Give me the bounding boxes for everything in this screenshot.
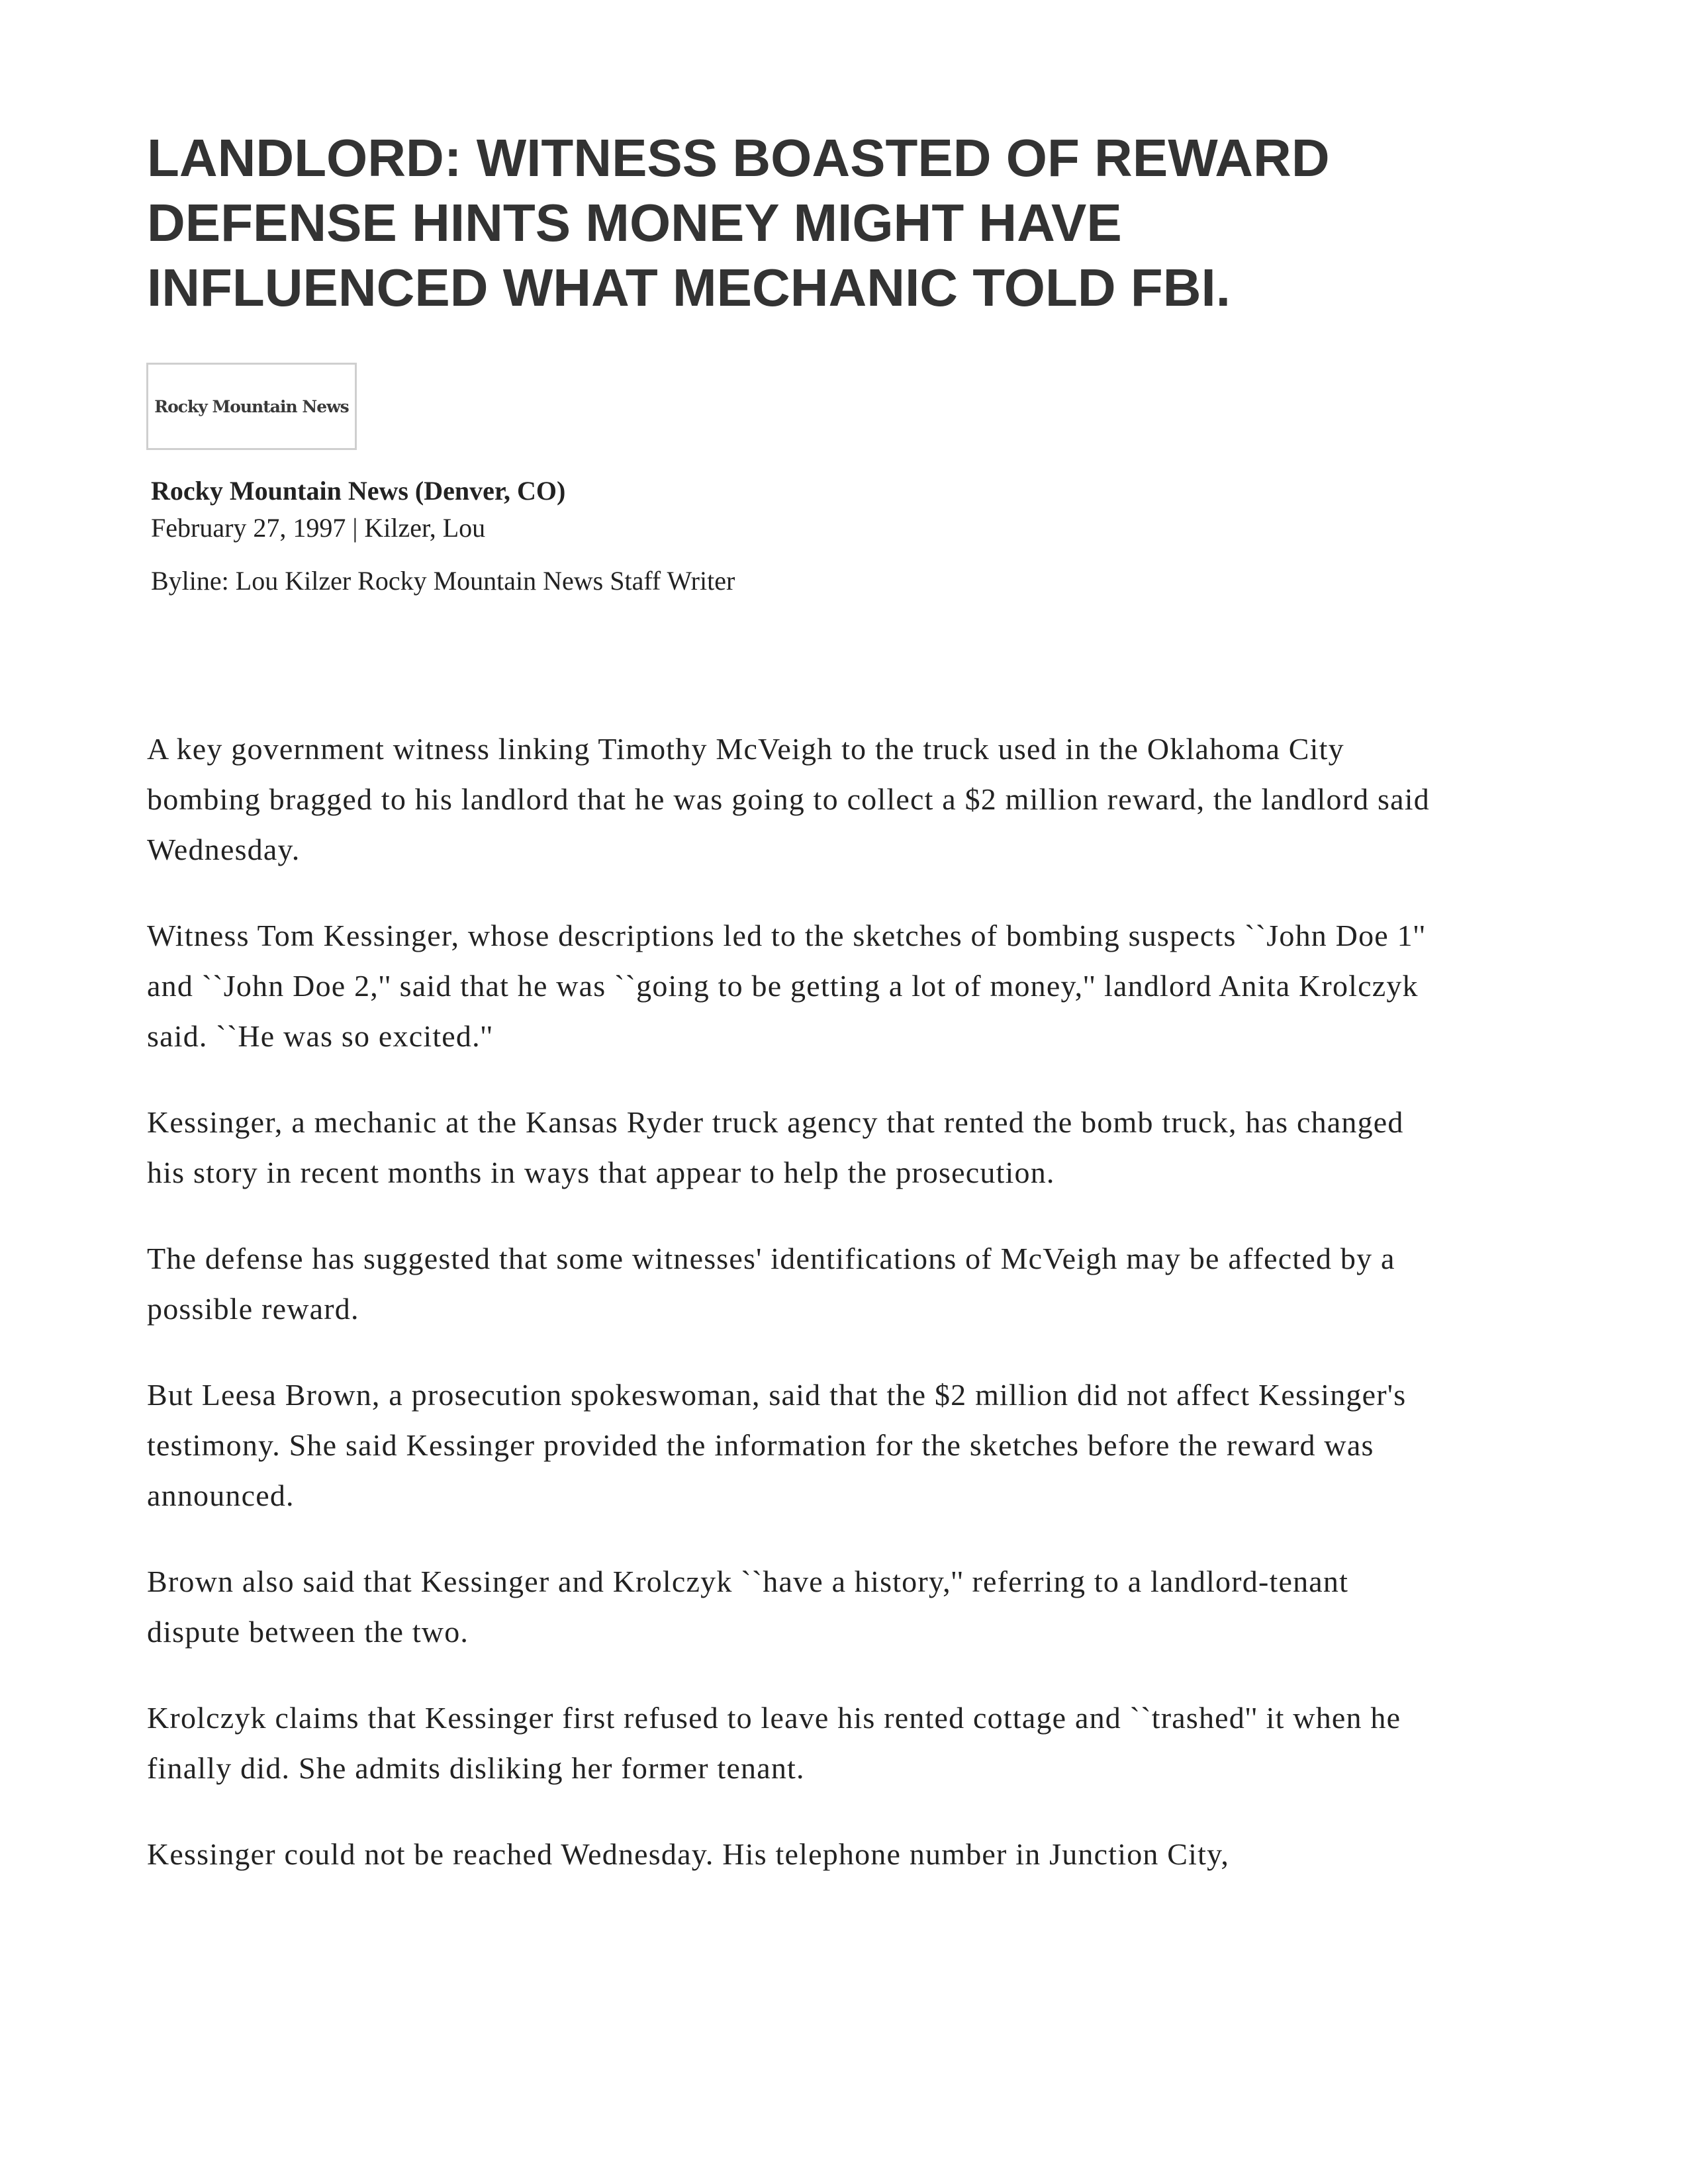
- dateline: February 27, 1997 | Kilzer, Lou: [151, 513, 486, 543]
- article-headline: [147, 126, 1537, 320]
- paragraph: The defense has suggested that some witnesses' identifications of McVeigh may be affected by a possible reward.: [147, 1242, 1395, 1326]
- headline-line-2: DEFENSE HINTS MONEY MIGHT HAVE: [147, 193, 1122, 252]
- byline: Byline: Lou Kilzer Rocky Mountain News Staff Writer: [151, 566, 735, 596]
- paragraph: Witness Tom Kessinger, whose descriptions led to the sketches of bombing suspects ``John Doe 1'' and ``John Doe 2,'' said that he was ``going to be getting a lot of money,'' landlord Anita Krolczyk said. ``He was so excited.'': [147, 919, 1426, 1053]
- headline-line-3: INFLUENCED WHAT MECHANIC TOLD FBI.: [147, 258, 1231, 317]
- source-name: Rocky Mountain News (Denver, CO): [151, 476, 566, 506]
- paragraph: Krolczyk claims that Kessinger first refused to leave his rented cottage and ``trashed'' it when he finally did. She admits disliking her former tenant.: [147, 1701, 1401, 1785]
- headline-line-1: LANDLORD: WITNESS BOASTED OF REWARD: [147, 128, 1330, 187]
- paragraph: Kessinger could not be reached Wednesday. His telephone number in Junction City,: [147, 1837, 1230, 1871]
- article-meta: [151, 475, 1342, 597]
- paragraph: But Leesa Brown, a prosecution spokeswoman, said that the $2 million did not affect Kessinger's testimony. She said Kessinger provided the information for the sketches before the reward was announced.: [147, 1378, 1407, 1512]
- paragraph: Brown also said that Kessinger and Krolczyk ``have a history,'' referring to a landlord-tenant dispute between the two.: [147, 1565, 1349, 1649]
- publication-logo: [146, 363, 357, 450]
- article-body: [147, 724, 1444, 1915]
- paragraph: A key government witness linking Timothy McVeigh to the truck used in the Oklahoma City bombing bragged to his landlord that he was going to collect a $2 million reward, the landlord said Wednesday.: [147, 732, 1430, 866]
- paragraph: Kessinger, a mechanic at the Kansas Ryder truck agency that rented the bomb truck, has changed his story in recent months in ways that appear to help the prosecution.: [147, 1105, 1404, 1189]
- logo-text: Rocky Mountain News: [154, 396, 349, 416]
